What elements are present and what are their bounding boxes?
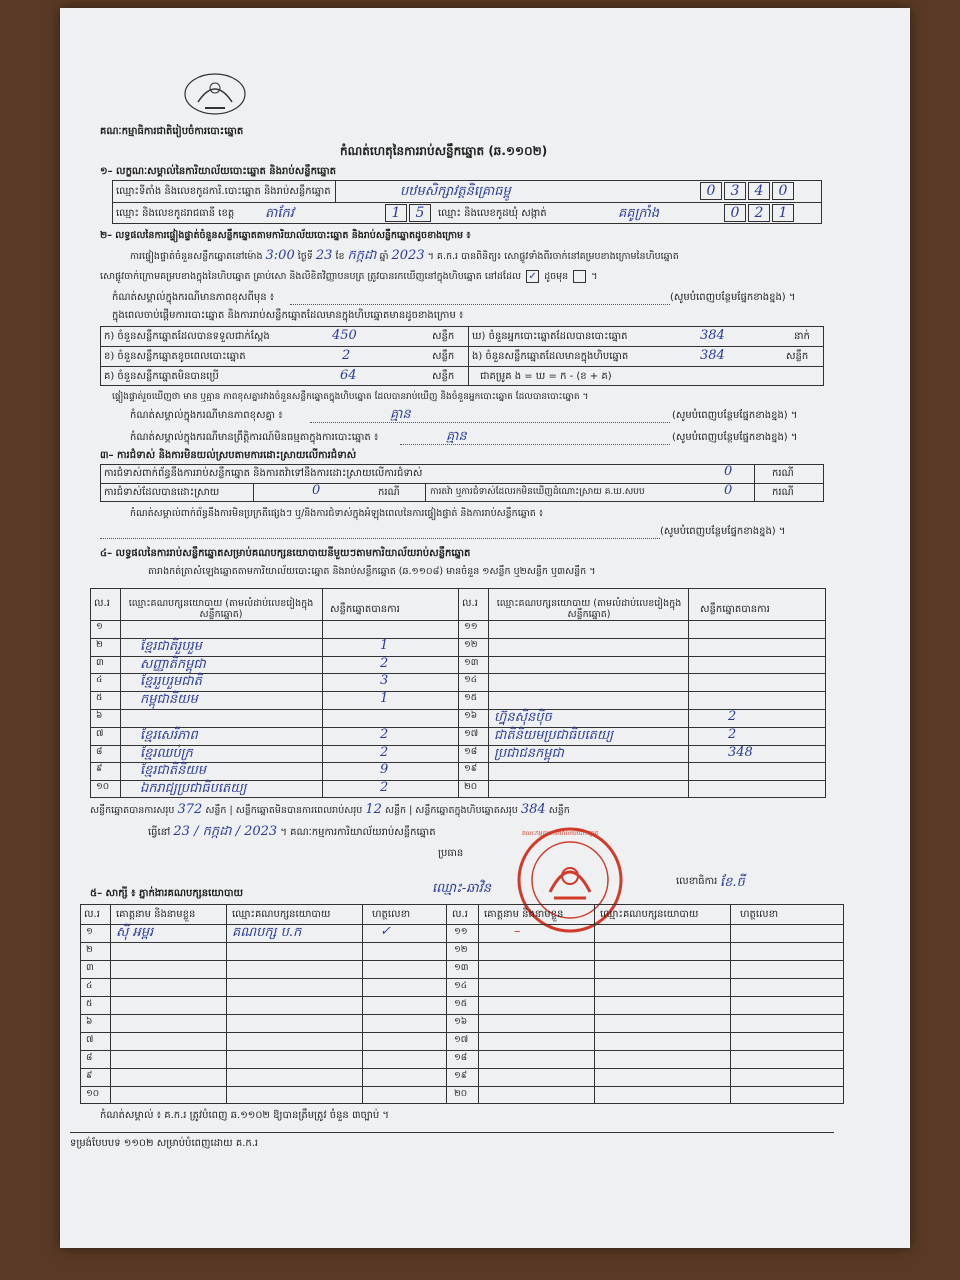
count-ka-label: ក) ចំនួនសន្លឹកឆ្នោតដែលបានទទួលជាក់ស្តែង	[104, 331, 270, 342]
org-name: គណៈកម្មាធិការជាតិរៀបចំការបោះឆ្នោត	[100, 126, 244, 137]
section4-title: ៤– លទ្ធផលនៃការរាប់សន្លឹកឆ្នោតសម្រាប់គណបក្សនយោបាយនីមួយៗតាមការិយាល័យរាប់សន្លឹកឆ្នោត	[100, 548, 471, 559]
row-number: ១៨	[464, 746, 478, 757]
change-note-label: កំណត់សម្គាល់ក្នុងករណីមានភាពខុសពីមុន ៖	[112, 292, 275, 303]
row-number: ៥	[96, 693, 103, 704]
count-ko-value: 64	[340, 368, 357, 383]
row-number: ១៤	[454, 981, 468, 991]
row-line	[80, 1086, 844, 1087]
col-header-party: ឈ្មោះគណបក្សនយោបាយ	[600, 909, 699, 920]
row-number: ១០	[96, 782, 110, 793]
party-votes: 9	[380, 762, 389, 778]
row-line	[80, 960, 844, 961]
unit-label: សន្លឹក	[432, 351, 455, 362]
col-header-no: ល.រ	[84, 909, 100, 920]
row-number: ១៣	[464, 657, 479, 668]
secretary-label: លេខាធិការ	[676, 876, 718, 887]
unit-label: ករណី	[378, 487, 400, 498]
row-line	[80, 1014, 844, 1015]
formula: ជាគម្រូគ ង = ឃ = ក - (ខ + គ)	[480, 371, 612, 382]
site-code-digit: 4	[748, 182, 770, 200]
row-number: ១៩	[454, 1071, 468, 1081]
col-header-no: ល.រ	[94, 598, 110, 609]
secretary-signature: ខែ.ចី	[720, 875, 745, 890]
commune-label: ឈ្មោះ និងលេខកូដឃុំ សង្កាត់	[438, 208, 547, 219]
party-name: ខ្មែរជាតិរួបរួម	[140, 638, 202, 654]
party-name: កម្ពុជានិយម	[140, 692, 198, 708]
party-name: ខ្មែរសេរីភាព	[140, 727, 198, 743]
counts-intro: ក្នុងពេលចាប់ផ្តើមការបោះឆ្នោត និងការរាប់សន្លឹកឆ្នោតដែលមានក្នុងហិបឆ្នោតមានដូចខាងក្រោម ៖	[112, 310, 464, 321]
row-number: ៨	[96, 746, 103, 757]
party-votes: 2	[380, 726, 389, 742]
objection-resolved-label: ការជំទាស់ដែលបានដោះស្រាយ	[104, 487, 220, 498]
match-line: ផ្ទៀងផ្ទាត់រួចឃើញថា មាន ឬគ្មាន ភាពខុសគ្នារវាងចំនួនសន្លឹកឆ្នោតក្នុងហិបឆ្នោត ដែលបានរាប់ឃើញ និងចំនួនអ្នកបោះឆ្នោត ដែលបានបោះឆ្នោត ។	[112, 392, 589, 402]
row-number: ១៦	[464, 711, 478, 721]
row-line	[90, 709, 826, 710]
row-line	[80, 942, 844, 943]
year-value: 2023	[391, 248, 425, 263]
witness-signature: ✓	[380, 924, 391, 939]
party-votes: 1	[380, 691, 389, 707]
footer-note: កំណត់សម្គាល់ ៖ គ.ក.រ ត្រូវបំពេញ ឆ.១១០២ ឱ្យបានត្រឹមត្រូវ ចំនួន ៣ច្បាប់ ។	[100, 1110, 389, 1121]
row-line	[80, 1068, 844, 1069]
section5-title: ៥– សាក្សី ៖ ភ្នាក់ងារគណបក្សនយោបាយ	[90, 888, 243, 899]
diff-note-value: គ្មាន	[390, 407, 411, 422]
party-name: ហ្វ៊ុនស៊ិនប៉ិច	[494, 710, 552, 725]
objection-unresolved-value: 0	[724, 483, 733, 498]
col-header-sign: ហត្ថលេខា	[740, 909, 779, 920]
row-line	[80, 1050, 844, 1051]
section3-title: ៣– ការជំទាស់ និងការមិនយល់ស្របតាមការដោះស្រាយលើការជំទាស់	[100, 450, 357, 461]
witness-name: –	[514, 924, 521, 939]
party-votes: 2	[380, 744, 389, 760]
province-code-digit: 5	[409, 204, 431, 222]
party-name: ឯករាជ្យប្រជាធិបតេយ្យ	[140, 781, 247, 797]
row-line	[90, 745, 826, 746]
row-number: ៧	[86, 1035, 94, 1045]
party-votes: 348	[728, 744, 753, 760]
verify-line-1: ការផ្ទៀងផ្ទាត់ចំនួនសន្លឹកឆ្នោតនៅម៉ោង 3:00 ថ្ងៃទី 23 ខែ កក្កដា ឆ្នាំ 2023 ។ គ.ក.រ បានពិនិត្យ៖ សោផ្លូវទាំងពីរចាក់នៅគម្របខាងក្រោមនៃហិបឆ្នោត	[130, 248, 679, 263]
month-value: កក្កដា	[347, 248, 377, 263]
change-note-hint: (សូមបំពេញបន្ថែមផ្នែកខាងខ្នង) ។	[670, 292, 796, 303]
form-note: ទម្រង់បែបបទ ១១០២ សម្រាប់បំពេញដោយ គ.ក.រ	[70, 1138, 259, 1149]
date-value: 23 / កក្កដា / 2023	[173, 824, 278, 839]
row-number: ២	[86, 945, 93, 955]
witness-party: គណបក្ស ប.ក	[232, 925, 302, 940]
row-number: ៣	[86, 963, 94, 973]
province-code-digit: 1	[385, 204, 407, 222]
emblem-logo	[180, 68, 250, 118]
note-hint: (សូមបំពេញបន្ថែមផ្នែកខាងខ្នង) ។	[672, 410, 798, 421]
col-header-party: ឈ្មោះគណបក្សនយោបាយ	[232, 909, 331, 920]
count-ngo-value: 384	[700, 348, 725, 363]
total-valid-value: 372	[177, 802, 203, 817]
party-votes: 2	[380, 655, 389, 671]
seal-text: គណៈកម្មការការិយាល័យបោះឆ្នោត	[522, 830, 599, 837]
objection-unresolved-label: ការតវ៉ា ឬការជំទាស់ដែលរកមិនឃើញដំណោះស្រាយ គ.ឃ.សបប	[430, 487, 645, 497]
count-kha-label: ខ) ចំនួនសន្លឹកឆ្នោតខូចពេលបោះឆ្នោត	[104, 351, 246, 362]
diff-checkbox[interactable]	[573, 270, 586, 283]
commune-code-digit: 2	[748, 204, 770, 222]
row-number: ១៥	[464, 693, 478, 704]
commune-value: គគូក្រាំង	[618, 206, 660, 221]
total-box-value: 384	[520, 802, 546, 817]
party-name: ខ្មែររួបរួមជាតិ	[140, 674, 202, 690]
site-label: ឈ្មោះទីតាំង និងលេខកូដការិ.បោះឆ្នោត និងរាប់សន្លឹកឆ្នោត	[116, 186, 331, 197]
row-number: ៩	[96, 764, 103, 775]
unit-label: ករណី	[772, 487, 794, 498]
col-header-no: ល.រ	[462, 598, 478, 609]
row-number: ៥	[86, 999, 93, 1009]
province-label: ឈ្មោះ និងលេខកូដរាជធានី ខេត្ត	[116, 208, 235, 219]
row-number: ១	[96, 622, 103, 632]
row-number: ១១	[464, 622, 478, 632]
row-number: ១២	[454, 945, 468, 955]
col-header-name: គោត្តនាម និងនាមខ្លួន	[484, 909, 564, 920]
row-number: ១៨	[454, 1053, 468, 1063]
site-value: បឋមសិក្សាវត្តនិគ្រោធម្ពូ	[400, 184, 511, 199]
party-name: សញ្ញាតិកម្ពុជា	[140, 656, 206, 672]
count-kha-value: 2	[342, 348, 351, 363]
site-code-digit: 0	[700, 182, 722, 200]
row-line	[80, 1032, 844, 1033]
row-line	[90, 691, 826, 692]
row-number: ១៩	[464, 764, 478, 775]
party-name: ខ្មែរជាតិនិយម	[140, 763, 207, 779]
party-votes: 2	[728, 726, 737, 742]
count-kho-label: ឃ) ចំនួនអ្នកបោះឆ្នោតដែលបានបោះឆ្នោត	[472, 331, 628, 342]
section4-sub: តារាងកត់ត្រាសំឡេងឆ្នោតតាមការិយាល័យបោះឆ្នោត និងរាប់សន្លឹកឆ្នោត (ឆ.១១០៨) មានចំនួន ១សន្លឹក ឬ២សន្លឹក ឬ៣សន្លឹក ។	[148, 566, 596, 577]
col-header-votes: សន្លឹកឆ្នោតបានការ	[330, 604, 400, 615]
party-votes: 1	[380, 637, 389, 653]
event-note-label: កំណត់សម្គាល់ក្នុងករណីមានព្រឹត្តិការណ៍មិនធម្មតាក្នុងការបោះឆ្នោត ៖	[130, 432, 379, 443]
row-number: ៧	[96, 728, 104, 739]
section2-title: ២– លទ្ធផលនៃការផ្ទៀងផ្ទាត់ចំនួនសន្លឹកឆ្នោតតាមការិយាល័យបោះឆ្នោត និងរាប់សន្លឹកឆ្នោតដូចខាងក្រោម ៖	[100, 230, 471, 241]
unit-label: សន្លឹក	[432, 371, 455, 382]
party-votes: 2	[728, 709, 737, 724]
party-name: ប្រជាជនកម្ពុជា	[494, 745, 564, 761]
row-number: ៦	[96, 711, 103, 721]
objection-resolved-value: 0	[312, 483, 321, 498]
row-number: ២	[96, 639, 103, 650]
event-note-value: គ្មាន	[446, 429, 467, 444]
row-number: ៦	[86, 1017, 93, 1027]
count-ka-value: 450	[332, 328, 357, 343]
row-number: ១៤	[464, 675, 478, 686]
col-header-no: ល.រ	[452, 909, 468, 920]
row-line	[90, 727, 826, 728]
col-header-votes: សន្លឹកឆ្នោតបានការ	[700, 604, 770, 615]
row-number: ៤	[86, 981, 93, 991]
col-header-party: ឈ្មោះគណបក្សនយោបាយ (តាមលំដាប់លេខរៀងក្នុងសន្លឹកឆ្នោត)	[128, 598, 314, 621]
province-value: តាកែវ	[265, 206, 294, 221]
row-number: ១០	[86, 1089, 100, 1099]
total-invalid-value: 12	[365, 802, 382, 817]
row-number: ១៥	[454, 999, 468, 1009]
president-label: ប្រធាន	[438, 848, 464, 859]
row-line	[80, 996, 844, 997]
section1-title: ១– លក្ខណៈសម្គាល់នៃការិយាល័យបោះឆ្នោត និងរាប់សន្លឹកឆ្នោត	[100, 166, 336, 177]
row-number: ១៣	[454, 963, 469, 973]
form-title: កំណត់ហេតុនៃការរាប់សន្លឹកឆ្នោត (ឆ.១១០២)	[340, 144, 548, 158]
row-number: ៣	[96, 657, 104, 668]
date-line: ធ្វើនៅ 23 / កក្កដា / 2023 ។ គណៈកម្មការការិយាល័យរាប់សន្លឹកឆ្នោត	[148, 824, 436, 839]
row-number: ១	[86, 927, 93, 937]
count-ngo-label: ង) ចំនួនសន្លឹកឆ្នោតដែលមានក្នុងហិបឆ្នោត	[472, 351, 629, 362]
count-ko-label: គ) ចំនួនសន្លឹកឆ្នោតមិនបានប្រើ	[104, 371, 219, 382]
form-sheet	[60, 8, 910, 1248]
party-votes: 2	[380, 780, 389, 796]
time-value: 3:00	[265, 248, 295, 263]
row-number: ៩	[86, 1071, 93, 1081]
party-votes: 3	[380, 673, 389, 689]
row-number: ១១	[454, 927, 468, 937]
same-checkbox[interactable]: ✓	[526, 270, 539, 283]
note-hint: (សូមបំពេញបន្ថែមផ្នែកខាងខ្នង) ។	[672, 432, 798, 443]
objection-row1-value: 0	[724, 464, 733, 479]
day-value: 23	[315, 248, 333, 263]
party-name: ខ្មែរឈប់ក្រ	[140, 745, 193, 761]
unit-label: នាក់	[794, 331, 810, 342]
note-hint: (សូមបំពេញបន្ថែមផ្នែកខាងខ្នង) ។	[660, 526, 786, 537]
witness-name: ស៊ី អម្ពរ	[116, 925, 154, 940]
unit-label: ករណី	[772, 468, 794, 479]
commune-code-digit: 0	[724, 204, 746, 222]
row-line	[80, 978, 844, 979]
totals-line: សន្លឹកឆ្នោតបានការសរុប 372 សន្លឹក | សន្លឹកឆ្នោតមិនបានការពេលរាប់សរុប 12 សន្លឹក | សន្លឹកឆ្នោតក្នុងហិបឆ្នោតសរុប 384 សន្លឹក	[90, 802, 570, 817]
diff-note-label: កំណត់សម្គាល់ក្នុងករណីមានភាពខុសគ្នា ៖	[130, 410, 283, 421]
row-number: ១៧	[454, 1035, 469, 1045]
row-number: ២០	[464, 782, 478, 793]
col-header-name: គោត្តនាម និងនាមខ្លួន	[116, 909, 196, 920]
count-kho-value: 384	[700, 328, 725, 343]
irregularity-note: កំណត់សម្គាល់ពាក់ព័ន្ធនឹងការមិនប្រក្រតីផ្សេងៗ ឬ/និងការជំទាស់ក្នុងអំឡុងពេលនៃការផ្ទៀងផ្ទាត់ និងការរាប់សន្លឹកឆ្នោត ៖	[130, 508, 543, 519]
row-number: ១២	[464, 639, 478, 650]
unit-label: សន្លឹក	[432, 331, 455, 342]
col-header-sign: ហត្ថលេខា	[372, 909, 411, 920]
commune-code-digit: 1	[772, 204, 794, 222]
objection-row1-label: ការជំទាស់ពាក់ព័ន្ធនឹងការរាប់សន្លឹកឆ្នោត និងការតវ៉ាទៅនឹងការដោះស្រាយលើការជំទាស់	[104, 468, 423, 479]
site-code-digit: 0	[772, 182, 794, 200]
party-name: ជាតិនិយមប្រជាធិបតេយ្យ	[494, 727, 614, 743]
row-number: ៤	[96, 675, 103, 686]
row-number: ១៦	[454, 1017, 468, 1027]
row-number: ៨	[86, 1053, 93, 1063]
verify-line-2: សោផ្លូវចាក់ក្រោមគម្របខាងក្នុងនៃហិបឆ្នោត គ្រាប់សោ និងលិខិតវិញ្ញាបនបត្រ ត្រូវបានរកឃើញនៅក្នុងហិបឆ្នោត នៅដដែល ✓ ដូចមុន ។	[100, 271, 598, 282]
unit-label: សន្លឹក	[786, 351, 809, 362]
president-signature: ឈ្មោះ-ឆាវិន	[432, 881, 491, 896]
site-code-digit: 3	[724, 182, 746, 200]
col-header-party: ឈ្មោះគណបក្សនយោបាយ (តាមលំដាប់លេខរៀងក្នុងសន្លឹកឆ្នោត)	[496, 598, 682, 621]
row-number: ១៧	[464, 728, 479, 739]
row-number: ២០	[454, 1089, 468, 1099]
